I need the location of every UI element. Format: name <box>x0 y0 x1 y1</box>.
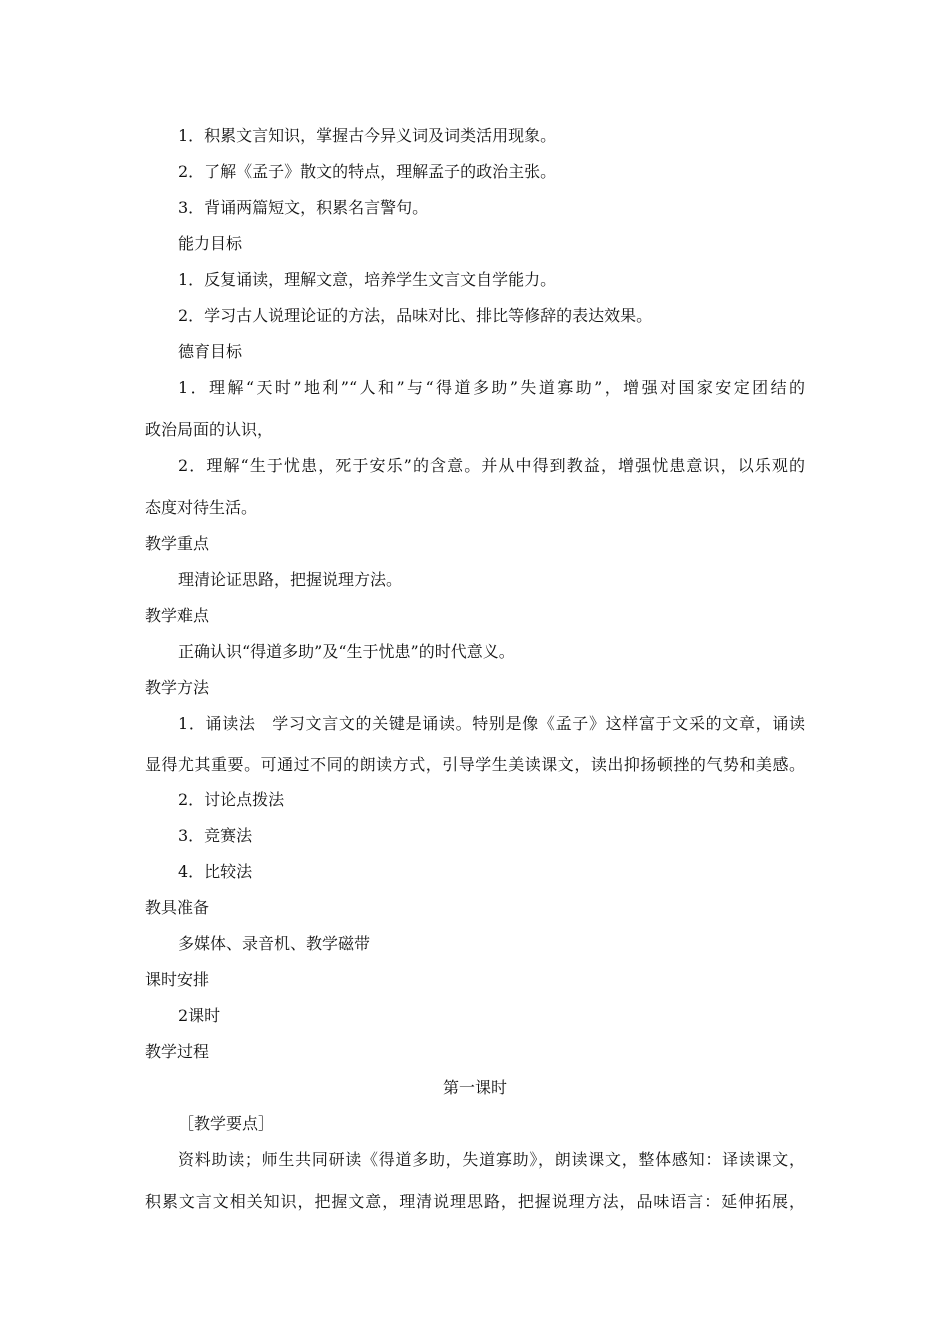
teaching-points-line-2: 积累文言文相关知识，把握文意，理清说理思路，把握说理方法，品味语言：延伸拓展， <box>145 1192 805 1211</box>
ability-item-2: 2．学习古人说理论证的方法，品味对比、排比等修辞的表达效果。 <box>178 306 653 325</box>
schedule-text: 2课时 <box>178 1006 221 1025</box>
difficulty-heading: 教学难点 <box>145 606 210 625</box>
tools-text: 多媒体、录音机、教学磁带 <box>178 934 371 953</box>
method-heading: 教学方法 <box>145 678 210 697</box>
process-heading: 教学过程 <box>145 1042 210 1061</box>
knowledge-item-3: 3．背诵两篇短文，积累名言警句。 <box>178 198 429 217</box>
method-item-2: 2．讨论点拨法 <box>178 790 285 809</box>
knowledge-item-2: 2．了解《孟子》散文的特点，理解孟子的政治主张。 <box>178 162 557 181</box>
moral-item-2-line-1: 2．理解“生于忧患，死于安乐”的含意。并从中得到教益，增强忧患意识，以乐观的 <box>178 456 805 475</box>
moral-item-2-line-2: 态度对待生活。 <box>145 498 258 517</box>
knowledge-item-1: 1．积累文言知识，掌握古今异义词及词类活用现象。 <box>178 126 557 145</box>
moral-item-1-line-2: 政治局面的认识， <box>145 420 274 439</box>
teaching-points-label: ［教学要点］ <box>178 1114 275 1133</box>
ability-item-1: 1．反复诵读，理解文意，培养学生文言文自学能力。 <box>178 270 557 289</box>
method-item-3: 3．竞赛法 <box>178 826 253 845</box>
tools-heading: 教具准备 <box>145 898 210 917</box>
key-text: 理清论证思路，把握说理方法。 <box>178 570 403 589</box>
moral-item-1-line-1: 1．理解“天时”地利”“人和”与“得道多助”失道寡助”，增强对国家安定团结的 <box>178 378 805 397</box>
key-heading: 教学重点 <box>145 534 210 553</box>
difficulty-text: 正确认识“得道多助”及“生于忧患”的时代意义。 <box>178 642 515 661</box>
ability-heading: 能力目标 <box>178 234 243 253</box>
lesson-1-title: 第一课时 <box>442 1078 507 1097</box>
schedule-heading: 课时安排 <box>145 970 210 989</box>
teaching-points-line-1: 资料助读；师生共同研读《得道多助，失道寡助》，朗读课文，整体感知：译读课文， <box>178 1150 805 1169</box>
method-item-1-line-1: 1．诵读法 学习文言文的关键是诵读。特别是像《孟子》这样富于文采的文章，诵读 <box>178 714 805 733</box>
method-item-4: 4．比较法 <box>178 862 253 881</box>
moral-heading: 德育目标 <box>178 342 243 361</box>
method-item-1-line-2: 显得尤其重要。可通过不同的朗读方式，引导学生美读课文，读出抑扬顿挫的气势和美感。 <box>145 755 805 774</box>
